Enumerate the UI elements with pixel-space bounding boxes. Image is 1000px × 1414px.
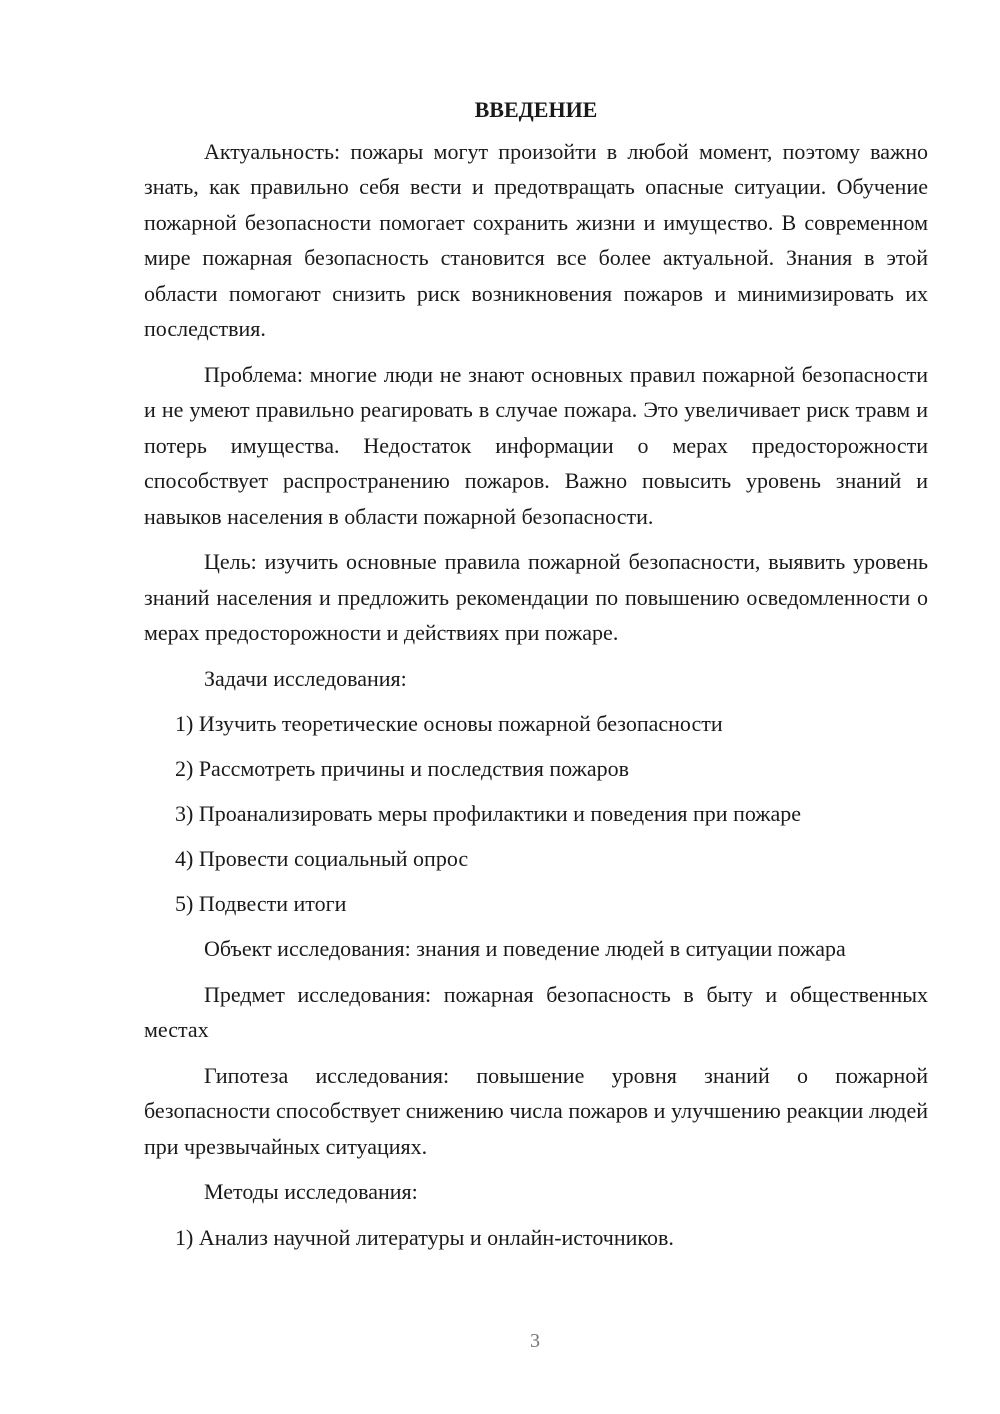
hypothesis-paragraph: Гипотеза исследования: повышение уровня знаний о пожарной безопасности способствует снижению числа пожаров и улучшению реакции людей при чрезвычайных ситуациях. <box>144 1062 928 1159</box>
relevance-paragraph: Актуальность: пожары могут произойти в любой момент, поэтому важно знать, как правильно себя вести и предотвращать опасные ситуации. Обучение пожарной безопасности помогает сохранить жизни и имущество. В современном мире пожарная безопасность становится все более актуальной. Знания в этой области помогают снизить риск возникновения пожаров и минимизировать их последствия. <box>144 138 928 341</box>
object-line: Объект исследования: знания и поведение людей в ситуации пожара <box>204 936 846 961</box>
list-item: 3) Проанализировать меры профилактики и поведения при пожаре <box>175 801 802 826</box>
section-title: ВВЕДЕНИЕ <box>474 97 598 122</box>
list-item: 4) Провести социальный опрос <box>175 846 469 871</box>
goal-paragraph: Цель: изучить основные правила пожарной безопасности, выявить уровень знаний населения и предложить рекомендации по повышению осведомленности о мерах предосторожности и действиях при пожаре. <box>144 549 928 645</box>
list-item: 1) Анализ научной литературы и онлайн-источников. <box>175 1224 674 1250</box>
tasks-heading: Задачи исследования: <box>204 665 407 691</box>
subject-paragraph: Предмет исследования: пожарная безопасность в быту и общественных местах <box>144 981 928 1042</box>
problem-paragraph: Проблема: многие люди не знают основных правил пожарной безопасности и не умеют правильно реагировать в случае пожара. Это увеличивает риск травм и потерь имущества. Недостаток информации о мерах предосторожности способствует распространению пожаров. Важно повысить уровень знаний и навыков населения в области пожарной безопасности. <box>144 361 928 529</box>
methods-heading: Методы исследования: <box>204 1179 418 1204</box>
methods-list <box>144 1220 928 1256</box>
tasks-list <box>144 706 928 922</box>
list-item: 1) Изучить теоретические основы пожарной безопасности <box>175 711 723 736</box>
list-item: 2) Рассмотреть причины и последствия пожаров <box>175 756 629 781</box>
document-page <box>144 92 928 1265</box>
list-item: 5) Подвести итоги <box>175 891 347 916</box>
page-number: 3 <box>530 1330 540 1352</box>
